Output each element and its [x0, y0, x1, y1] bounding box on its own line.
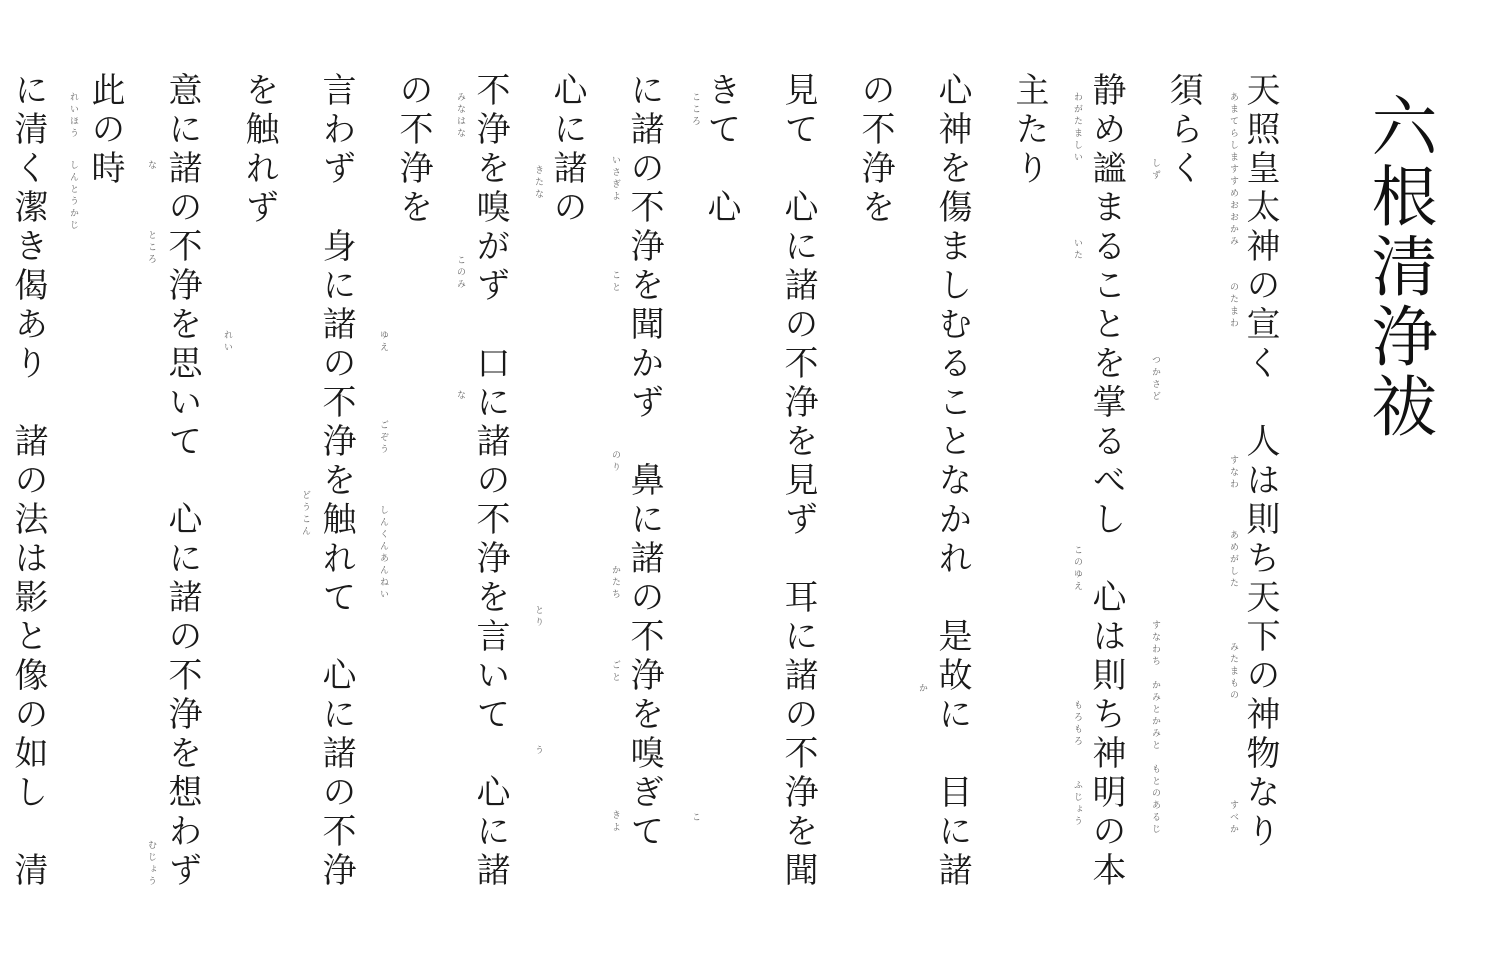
text-line: 言わず 身に諸の不浄を触れて 心に諸の不浄を触れず	[239, 72, 356, 891]
furigana: こころ	[690, 92, 700, 128]
furigana: れいほう	[68, 92, 78, 140]
furigana: とり	[533, 605, 543, 629]
furigana: ごぞう	[378, 420, 388, 456]
text-line: 不浄を嗅がず 口に諸の不浄を言いて 心に諸の不浄を	[393, 72, 510, 891]
furigana: きたな	[533, 165, 543, 201]
furigana: このみ	[455, 255, 465, 291]
furigana: う	[533, 745, 543, 757]
text-line: に清く潔き偈あり 諸の法は影と像の如し 清	[8, 72, 48, 891]
furigana: すなわ	[1228, 455, 1238, 491]
furigana: ゆえ	[378, 330, 388, 354]
text-line: 静め謐まることを掌るべし 心は則ち神明の本主たり	[1009, 72, 1126, 891]
furigana: こ	[690, 812, 700, 824]
text-line: 意に諸の不浄を思いて 心に諸の不浄を想わず 此の時	[85, 72, 202, 930]
furigana: ところ	[146, 230, 156, 266]
furigana: のり	[610, 450, 620, 474]
furigana: あまてらしますすめおおかみ	[1228, 92, 1238, 248]
furigana: わがたましい	[1072, 92, 1082, 164]
furigana: しんとうかじ	[68, 160, 78, 232]
furigana: みたまもの	[1228, 642, 1238, 702]
furigana: すべか	[1228, 800, 1238, 836]
furigana: いた	[1072, 238, 1082, 262]
furigana: ふじょう	[1072, 780, 1082, 828]
furigana: しんくんあんねい	[378, 505, 388, 601]
furigana: か	[917, 683, 927, 695]
furigana: もろもろ	[1072, 700, 1082, 748]
text-line: に諸の不浄を聞かず 鼻に諸の不浄を嗅ぎて 心に諸の	[547, 72, 664, 891]
furigana: ごと	[610, 660, 620, 684]
furigana: すなわち	[1150, 620, 1160, 668]
furigana: あめがした	[1228, 530, 1238, 590]
furigana: かたち	[610, 565, 620, 601]
furigana: みなはな	[455, 92, 465, 140]
text-line: 見て 心に諸の不浄を見ず 耳に諸の不浄を聞きて 心	[701, 72, 818, 891]
furigana: こと	[610, 270, 620, 294]
furigana: きよ	[610, 810, 620, 834]
text-line: 天照皇太神の宣く 人は則ち天下の神物なり 須らく	[1163, 72, 1280, 891]
furigana: いさぎよ	[610, 155, 620, 203]
furigana: むじょう	[146, 840, 156, 888]
page-title: 六根清浄祓	[1360, 92, 1437, 442]
text-line: 心神を傷ましむることなかれ 是故に 目に諸の不浄を	[855, 72, 972, 891]
furigana: もとのあるじ	[1150, 764, 1160, 836]
furigana: このゆえ	[1072, 545, 1082, 593]
furigana: しず	[1150, 158, 1160, 182]
furigana: かみとかみと	[1150, 680, 1160, 752]
furigana: つかさど	[1150, 355, 1160, 403]
furigana: な	[455, 390, 465, 402]
furigana: のたまわ	[1228, 282, 1238, 330]
furigana: れい	[222, 330, 232, 354]
furigana: どうこん	[300, 490, 310, 538]
furigana: な	[146, 160, 156, 172]
